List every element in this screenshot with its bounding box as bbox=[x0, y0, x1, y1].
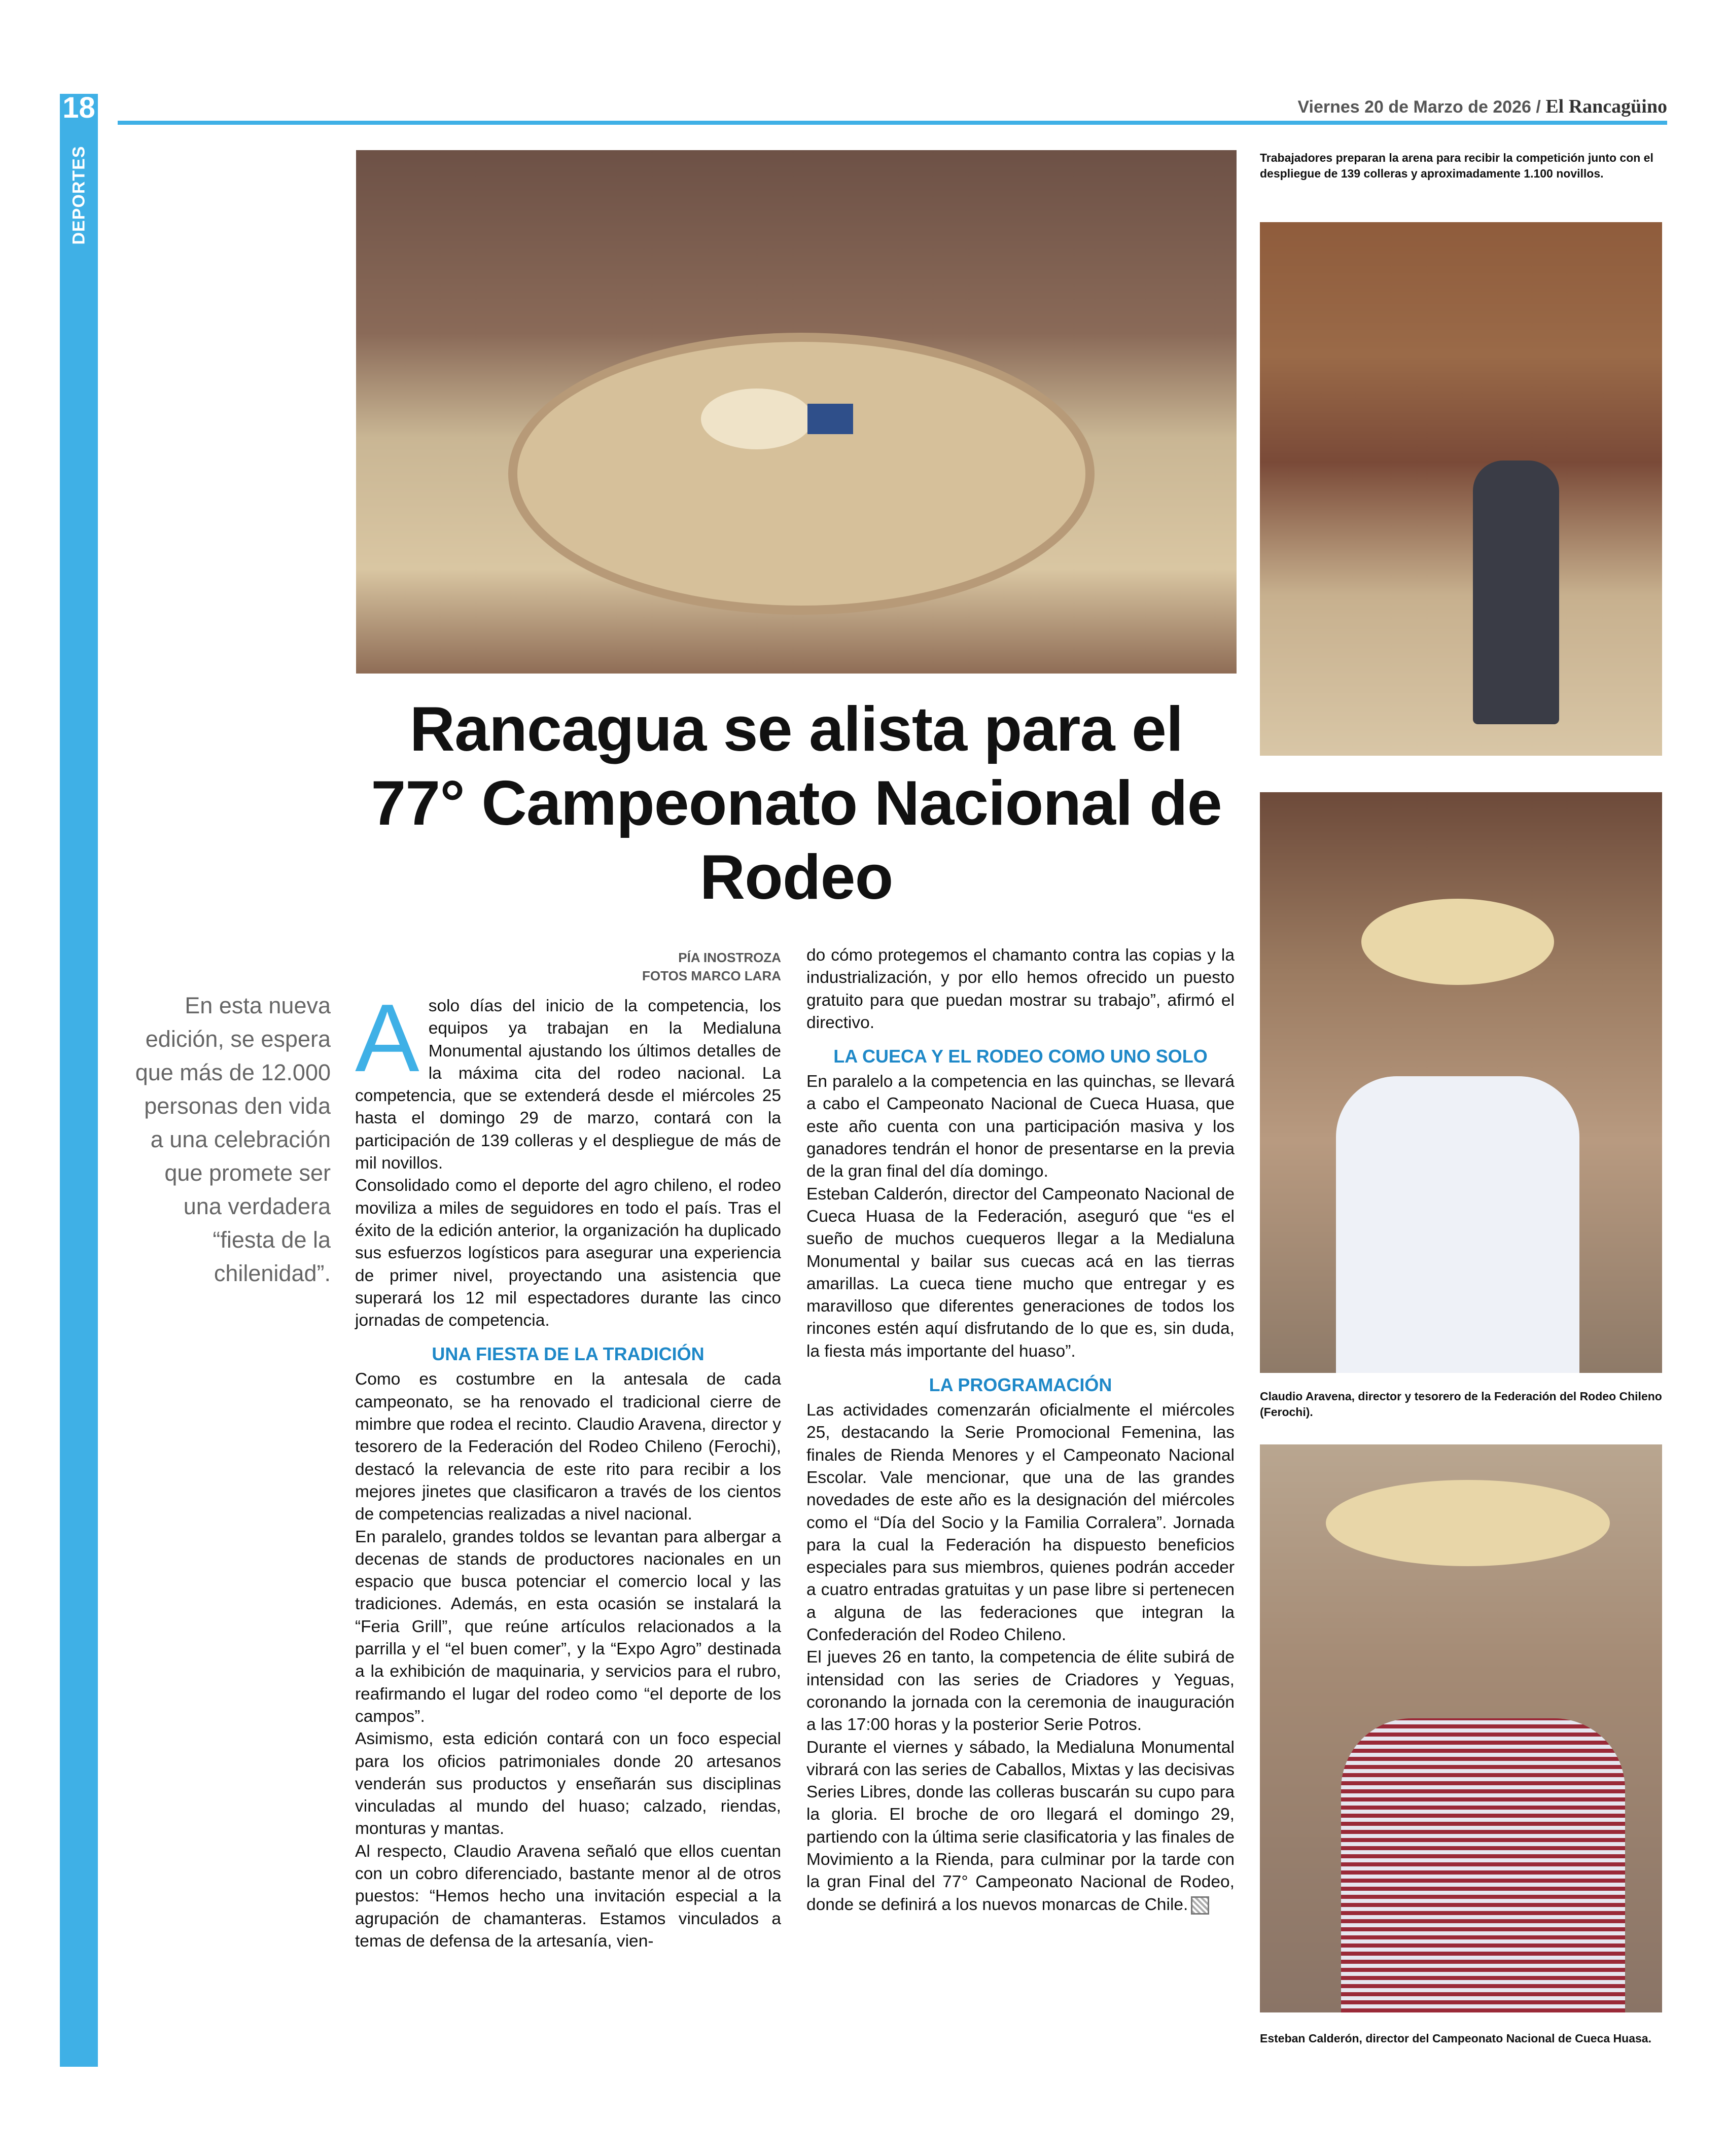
author: PÍA INOSTROZA bbox=[678, 950, 781, 965]
photo-credit: FOTOS MARCO LARA bbox=[642, 968, 781, 983]
paragraph: Las actividades comenzarán oficialmente el miércoles 25, destacando la Serie Promocional Femenina, las finales de Rienda Menores y el Campeonato Nacional Escolar. Vale mencionar, que una de las grandes novedades de este año es la designación del miércoles como el “Día del Socio y la Familia Corralera”. Jornada para la cual la Federación ha dispuesto beneficios especiales para sus miembros, quienes podrán acceder a cuatro entradas gratuitas y un pase libre si pertenecen a alguna de las federaciones que integran la Confederación del Rodeo Chileno. bbox=[806, 1401, 1235, 1645]
subheading: LA CUECA Y EL RODEO COMO UNO SOLO bbox=[833, 1046, 1208, 1067]
paragraph: Consolidado como el deporte del agro chileno, el rodeo moviliza a miles de seguidores en todo el país. Tras el éxito de la edición anterior, la organización ha duplicado sus esfuerzos logísticos para asegurar una experiencia de primer nivel, proyectando una asistencia que superará los 12 mil espectadores durante las cinco jornadas de competencia. bbox=[355, 1176, 781, 1330]
paragraph: Esteban Calderón, director del Campeonato Nacional de Cueca Huasa de la Federación, aseguró que “es el sueño de muchos cuequeros llegar a la Medialuna Monumental y bailar sus cuecas acá en las tierras amarillas. La cueca tiene mucho que entregar y es maravilloso que diferentes generaciones de todos los rincones estén aquí disfrutando de lo que es, sin duda, la fiesta más importante del huaso”. bbox=[806, 1184, 1235, 1361]
dateline bbox=[1297, 95, 1667, 118]
photo-caption-aravena: Claudio Aravena, director y tesorero de la Federación del Rodeo Chileno (Ferochi). bbox=[1260, 1390, 1662, 1419]
page-number: 18 bbox=[62, 91, 95, 124]
paragraph: Como es costumbre en la antesala de cada campeonato, se ha renovado el tradicional cierre de mimbre que rodea el recinto. Claudio Aravena, director y tesorero de la Federación del Rodeo Chileno (Ferochi), destacó la relevancia de este rito para recibir a los mejores jinetes que clasificaron a través de los cientos de competencias realizadas a nivel nacional. bbox=[355, 1370, 781, 1524]
header-rule bbox=[118, 121, 1667, 125]
main-photo-arena bbox=[356, 150, 1237, 674]
photo-claudio-aravena bbox=[1260, 792, 1662, 1373]
byline bbox=[558, 948, 781, 985]
section-sidebar bbox=[60, 94, 98, 2067]
hat-icon bbox=[1326, 1480, 1610, 1566]
sand-mound bbox=[701, 388, 813, 449]
arena-ring bbox=[508, 333, 1095, 615]
paragraph: El jueves 26 en tanto, la competencia de élite subirá de intensidad con las series de Criadores y Yeguas, coronando la jornada con la ceremonia de inauguración a las 17:00 horas y la posterior Serie Potros. bbox=[806, 1648, 1235, 1735]
section-name: DEPORTES bbox=[69, 146, 88, 245]
paragraph: Al respecto, Claudio Aravena señaló que ellos cuentan con un cobro diferenciado, bastante menor al de otros puestos: “Hemos hecho una invitación especial a la agrupación de chamanteras. Estamos vinculados a temas de defensa de la artesanía, vien- bbox=[355, 1842, 781, 1951]
hat-icon bbox=[1361, 899, 1554, 985]
paragraph: En paralelo, grandes toldos se levantan para albergar a decenas de stands de productores nacionales en un espacio que busca potenciar el comercio local y las tradiciones. Además, en esta ocasión se instalará la “Feria Grill”, que reúne artículos relacionados a la parrilla y el “el buen comer”, y la “Expo Agro” destinada a la exhibición de maquinaria, y servicios para el rubro, reafirmando el lugar del rodeo como “el deporte de los campos”. bbox=[355, 1527, 781, 1726]
newspaper-name: El Rancagüino bbox=[1545, 96, 1667, 117]
article-headline: Rancagua se alista para el 77° Campeonato Nacional de Rodeo bbox=[371, 694, 1222, 912]
pull-quote: En esta nueva edición, se espera que más de 12.000 personas den vida a una celebración que promete ser una verdadera “fiesta de la chilenidad”. bbox=[135, 993, 331, 1286]
photo-esteban-calderon bbox=[1260, 1444, 1662, 2012]
person-figure bbox=[1336, 1076, 1579, 1373]
paragraph: Durante el viernes y sábado, la Medialuna Monumental vibrará con las series de Caballos, Mixtas y las decisivas Series Libres, donde las colleras buscarán su cupo para la gloria. El broche de oro llegará el domingo 29, partiendo con la última serie clasificatoria y las finales de Movimiento a la Rienda, para culminar por la tarde con la gran Final del 77° Campeonato Nacional de Rodeo, donde se definirá a los nuevos monarcas de Chile. bbox=[806, 1738, 1235, 1914]
issue-date: Viernes 20 de Marzo de 2026 bbox=[1297, 97, 1531, 117]
subheading: UNA FIESTA DE LA TRADICIÓN bbox=[432, 1344, 705, 1365]
end-mark-icon bbox=[1191, 1896, 1209, 1915]
worker-figure bbox=[1473, 461, 1559, 724]
photo-worker-raking bbox=[1260, 222, 1662, 756]
subheading: LA PROGRAMACIÓN bbox=[929, 1374, 1112, 1396]
article-column-2 bbox=[806, 944, 1235, 1916]
photo-caption-workers: Trabajadores preparan la arena para recibir la competición junto con el despliegue de 139 colleras y aproximadamente 1.100 novillos. bbox=[1260, 151, 1653, 180]
person-figure bbox=[1341, 1718, 1625, 2012]
paragraph: Asimismo, esta edición contará con un foco especial para los oficios patrimoniales donde 20 artesanos venderán sus productos y enseñarán sus disciplinas vinculadas al mundo del huaso; calzado, riendas, monturas y mantas. bbox=[355, 1729, 781, 1839]
photo-caption-calderon: Esteban Calderón, director del Campeonato Nacional de Cueca Huasa. bbox=[1260, 2032, 1651, 2045]
paragraph: Asolo días del inicio de la competencia, los equipos ya trabajan en la Medialuna Monumental ajustando los últimos detalles de la máxima cita del rodeo nacional. La competencia, que se extenderá desde el miércoles 25 hasta el domingo 29 de marzo, contará con la participación de 139 colleras y el despliegue de más de mil novillos. bbox=[355, 984, 781, 1173]
article-column-1 bbox=[355, 984, 781, 1953]
tractor-icon bbox=[807, 404, 853, 434]
paragraph: do cómo protegemos el chamanto contra las copias y la industrialización, y por ello hemos ofrecido un puesto gratuito para que puedan mostrar su trabajo”, afirmó el directivo. bbox=[806, 946, 1235, 1032]
drop-cap: A bbox=[355, 984, 419, 1092]
section-label bbox=[60, 137, 98, 254]
paragraph: En paralelo a la competencia en las quinchas, se llevará a cabo el Campeonato Nacional de Cueca Huasa, que este año cuenta con una participación masiva y los ganadores tendrán el honor de presentarse en la previa de la gran final del día domingo. bbox=[806, 1072, 1235, 1181]
dateline-separator: / bbox=[1536, 97, 1541, 117]
